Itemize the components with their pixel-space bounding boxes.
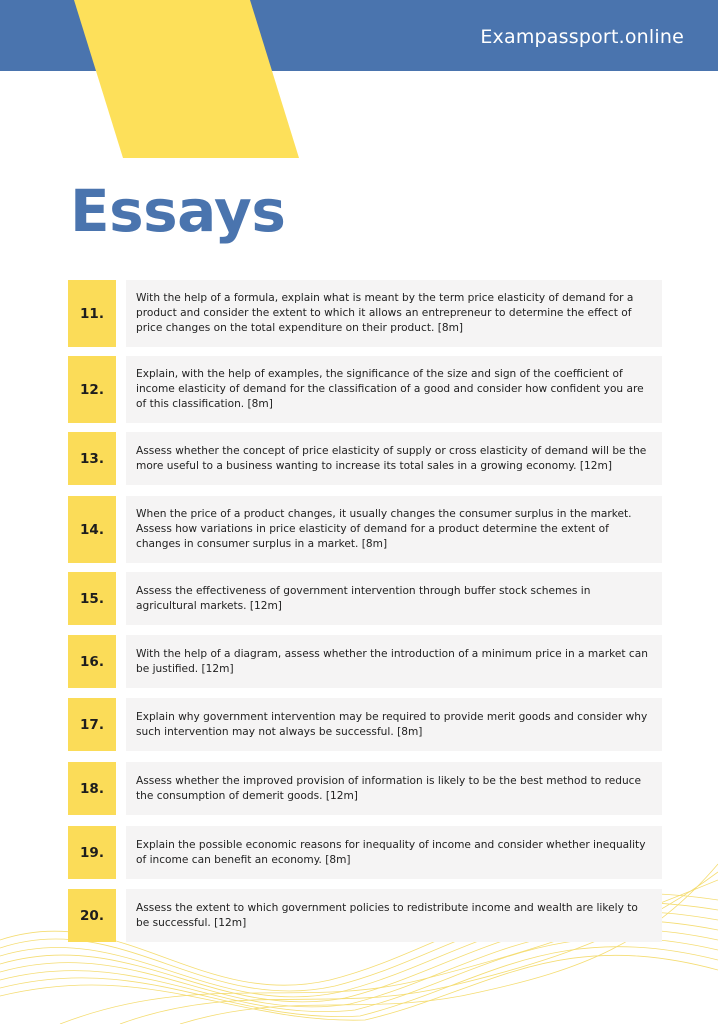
question-number: 13. <box>68 432 116 485</box>
yellow-parallelogram-decoration <box>0 0 320 170</box>
question-number: 15. <box>68 572 116 625</box>
question-number: 19. <box>68 826 116 879</box>
question-row <box>68 826 662 879</box>
question-number: 18. <box>68 762 116 815</box>
question-row <box>68 635 662 688</box>
question-number: 14. <box>68 496 116 563</box>
page-title: Essays <box>70 177 286 245</box>
question-row <box>68 356 662 423</box>
question-row <box>68 572 662 625</box>
question-text: When the price of a product changes, it usually changes the consumer surplus in the market. Assess how variations in price elasticity of demand for a product determine the extent of changes in consumer surplus in a market. [8m] <box>126 496 662 563</box>
question-row <box>68 762 662 815</box>
question-number: 16. <box>68 635 116 688</box>
wave-lines-decoration <box>0 860 718 1024</box>
question-number: 11. <box>68 280 116 347</box>
question-text: With the help of a formula, explain what is meant by the term price elasticity of demand for a product and consider the extent to which it allows an entrepreneur to determine the effect of price changes on the total expenditure on their product. [8m] <box>126 280 662 347</box>
question-text: With the help of a diagram, assess whether the introduction of a minimum price in a market can be justified. [12m] <box>126 635 662 688</box>
question-text: Assess the effectiveness of government intervention through buffer stock schemes in agricultural markets. [12m] <box>126 572 662 625</box>
question-number: 17. <box>68 698 116 751</box>
question-text: Assess whether the improved provision of information is likely to be the best method to reduce the consumption of demerit goods. [12m] <box>126 762 662 815</box>
question-number: 12. <box>68 356 116 423</box>
question-row <box>68 432 662 485</box>
question-row <box>68 280 662 347</box>
question-text: Assess the extent to which government policies to redistribute income and wealth are likely to be successful. [12m] <box>126 889 662 942</box>
question-text: Explain why government intervention may be required to provide merit goods and consider why such intervention may not always be successful. [8m] <box>126 698 662 751</box>
question-row <box>68 496 662 563</box>
question-text: Assess whether the concept of price elasticity of supply or cross elasticity of demand will be the more useful to a business wanting to increase its total sales in a growing economy. [12m] <box>126 432 662 485</box>
question-number: 20. <box>68 889 116 942</box>
question-row <box>68 698 662 751</box>
question-text: Explain, with the help of examples, the significance of the size and sign of the coefficient of income elasticity of demand for the classification of a good and consider how confident you are of this classification. [8m] <box>126 356 662 423</box>
site-name[interactable]: Exampassport.online <box>480 26 684 48</box>
question-row <box>68 889 662 942</box>
question-text: Explain the possible economic reasons for inequality of income and consider whether inequality of income can benefit an economy. [8m] <box>126 826 662 879</box>
